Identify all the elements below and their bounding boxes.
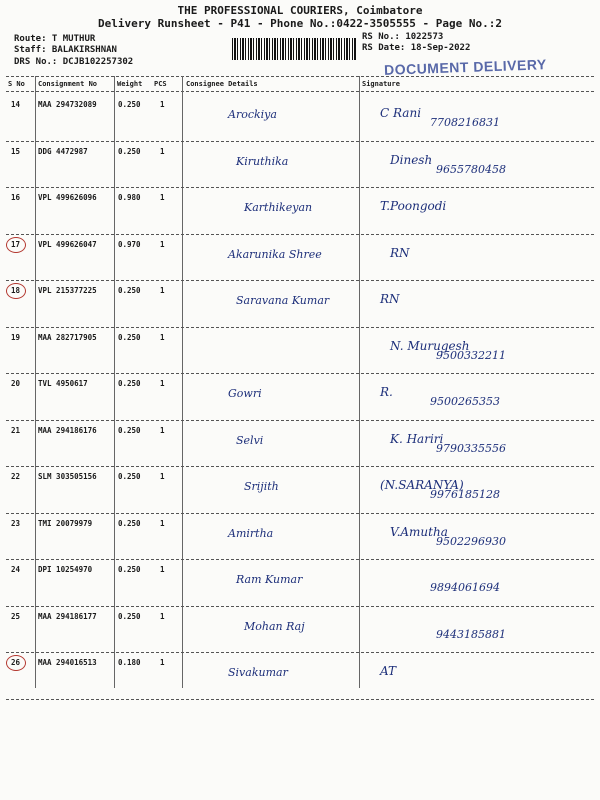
row-consignee-handwritten: Gowri	[228, 387, 262, 400]
circled-serial-mark	[6, 237, 26, 253]
row-consignment: VPL 499626047	[38, 239, 97, 249]
row-pcs: 1	[160, 425, 165, 435]
col-signature: Signature	[362, 80, 400, 88]
row-pcs: 1	[160, 193, 165, 202]
row-phone-handwritten: 9790335556	[436, 441, 506, 455]
row-consignment: VPL 499626096	[38, 193, 97, 202]
barcode-image	[232, 38, 356, 60]
rs-date: RS Date: 18-Sep-2022	[362, 43, 471, 53]
runsheet-subtitle: Delivery Runsheet - P41 - Phone No.:0422-3505555 - Page No.:2	[98, 17, 502, 30]
row-signature-handwritten: RN	[380, 292, 400, 306]
staff-label: Staff: BALAKIRSHNAN	[14, 45, 117, 55]
row-separator	[6, 327, 594, 328]
row-pcs: 1	[160, 100, 165, 109]
row-weight: 0.180	[118, 658, 141, 667]
row-consignment: MAA 294732089	[38, 100, 97, 109]
col-sno: S No	[8, 80, 25, 88]
row-phone-handwritten: 9976185128	[430, 488, 500, 501]
row-weight: 0.250	[118, 425, 141, 435]
row-weight: 0.250	[118, 472, 141, 481]
row-consignee-handwritten: Mohan Raj	[244, 619, 305, 633]
row-phone-handwritten: 9500265353	[430, 395, 500, 408]
row-phone-handwritten: 9500332211	[436, 348, 506, 362]
row-phone-handwritten: 9655780458	[436, 162, 506, 176]
row-consignee-handwritten: Arockiya	[228, 108, 277, 121]
row-sno: 26	[11, 658, 21, 667]
row-sno: 25	[11, 611, 21, 621]
row-weight: 0.250	[118, 146, 141, 156]
row-consignment: MAA 294016513	[38, 658, 97, 667]
row-consignee-handwritten: Srijith	[244, 480, 279, 493]
row-signature-handwritten: N. Murugesh	[390, 338, 470, 353]
row-separator	[6, 420, 594, 421]
row-signature-handwritten: T.Poongodi	[380, 199, 447, 213]
row-pcs: 1	[160, 146, 165, 156]
row-phone-handwritten: 9502296930	[436, 534, 506, 548]
row-signature-handwritten: R.	[380, 385, 393, 399]
row-sno: 20	[11, 379, 21, 388]
row-consignee-handwritten: Amirtha	[228, 526, 274, 540]
row-weight: 0.250	[118, 518, 141, 528]
col-consignment: Consignment No	[38, 80, 98, 88]
row-consignment: MAA 282717905	[38, 332, 97, 342]
company-title: THE PROFESSIONAL COURIERS, Coimbatore	[177, 4, 423, 17]
row-pcs: 1	[160, 611, 165, 621]
row-consignee-handwritten: Selvi	[236, 433, 264, 447]
row-consignee-handwritten: Ram Kumar	[236, 573, 303, 586]
row-separator	[6, 652, 594, 653]
row-consignment: DDG 4472987	[38, 146, 88, 156]
row-pcs: 1	[160, 332, 165, 342]
route-label: Route: T MUTHUR	[14, 34, 96, 44]
row-consignment: SLM 303505156	[38, 472, 97, 481]
drs-number: DRS No.: DCJB102257302	[14, 57, 134, 67]
row-separator	[6, 373, 594, 374]
row-separator	[6, 606, 594, 607]
row-pcs: 1	[160, 658, 165, 667]
row-pcs: 1	[160, 472, 165, 481]
col-weight: Weight	[117, 80, 143, 88]
row-consignment: MAA 294186177	[38, 611, 97, 621]
row-sno: 15	[11, 146, 21, 156]
rs-number: RS No.: 1022573	[362, 32, 444, 42]
row-consignment: TVL 4950617	[38, 379, 88, 388]
document-delivery-stamp: DOCUMENT DELIVERY	[383, 56, 548, 78]
row-separator	[6, 559, 594, 560]
row-consignment: VPL 215377225	[38, 286, 97, 295]
col-pcs: PCS	[154, 80, 167, 88]
row-consignee-handwritten: Kiruthika	[236, 154, 289, 168]
circled-serial-mark	[6, 655, 26, 671]
row-signature-handwritten: (N.SARANYA)	[380, 478, 464, 492]
row-separator	[6, 280, 594, 281]
row-consignment: MAA 294186176	[38, 425, 97, 435]
row-consignment: TMI 20079979	[38, 518, 93, 528]
header-top-rule	[6, 76, 594, 77]
circled-serial-mark	[6, 283, 26, 299]
row-sno: 21	[11, 425, 21, 435]
row-consignee-handwritten: Saravana Kumar	[236, 294, 330, 307]
row-consignee-handwritten: Karthikeyan	[244, 201, 313, 214]
row-separator	[6, 187, 594, 188]
row-separator	[6, 699, 594, 700]
row-pcs: 1	[160, 286, 165, 295]
row-signature-handwritten: Dinesh	[390, 152, 433, 167]
row-phone-handwritten: 9443185881	[436, 627, 506, 641]
row-weight: 0.250	[118, 332, 141, 342]
row-phone-handwritten: 7708216831	[430, 116, 500, 129]
row-weight: 0.980	[118, 193, 141, 202]
row-signature-handwritten: AT	[380, 664, 397, 678]
row-sno: 19	[11, 332, 21, 342]
row-signature-handwritten: V.Amutha	[390, 524, 448, 539]
row-sno: 22	[11, 472, 21, 481]
row-consignment: DPI 10254970	[38, 565, 93, 574]
header-bottom-rule	[6, 91, 594, 92]
row-weight: 0.970	[118, 239, 141, 249]
column-divider	[114, 76, 115, 688]
row-separator	[6, 234, 594, 235]
row-weight: 0.250	[118, 286, 141, 295]
col-consignee: Consignee Details	[186, 80, 258, 88]
column-divider	[359, 76, 360, 688]
row-signature-handwritten: C Rani	[380, 106, 422, 120]
row-sno: 18	[11, 286, 21, 295]
column-divider	[35, 76, 36, 688]
row-pcs: 1	[160, 239, 165, 249]
row-pcs: 1	[160, 565, 165, 574]
row-weight: 0.250	[118, 379, 141, 388]
row-pcs: 1	[160, 518, 165, 528]
row-separator	[6, 141, 594, 142]
column-divider	[182, 76, 183, 688]
row-consignee-handwritten: Sivakumar	[228, 666, 288, 679]
row-consignee-handwritten: Akarunika Shree	[228, 247, 322, 261]
row-weight: 0.250	[118, 100, 141, 109]
row-weight: 0.250	[118, 611, 141, 621]
row-separator	[6, 466, 594, 467]
row-phone-handwritten: 9894061694	[430, 581, 500, 594]
row-pcs: 1	[160, 379, 165, 388]
row-signature-handwritten: K. Hariri	[390, 431, 444, 446]
row-separator	[6, 513, 594, 514]
row-sno: 16	[11, 193, 21, 202]
row-sno: 17	[11, 239, 21, 249]
row-sno: 24	[11, 565, 21, 574]
row-signature-handwritten: RN	[390, 245, 410, 260]
row-sno: 14	[11, 100, 21, 109]
row-sno: 23	[11, 518, 21, 528]
row-weight: 0.250	[118, 565, 141, 574]
